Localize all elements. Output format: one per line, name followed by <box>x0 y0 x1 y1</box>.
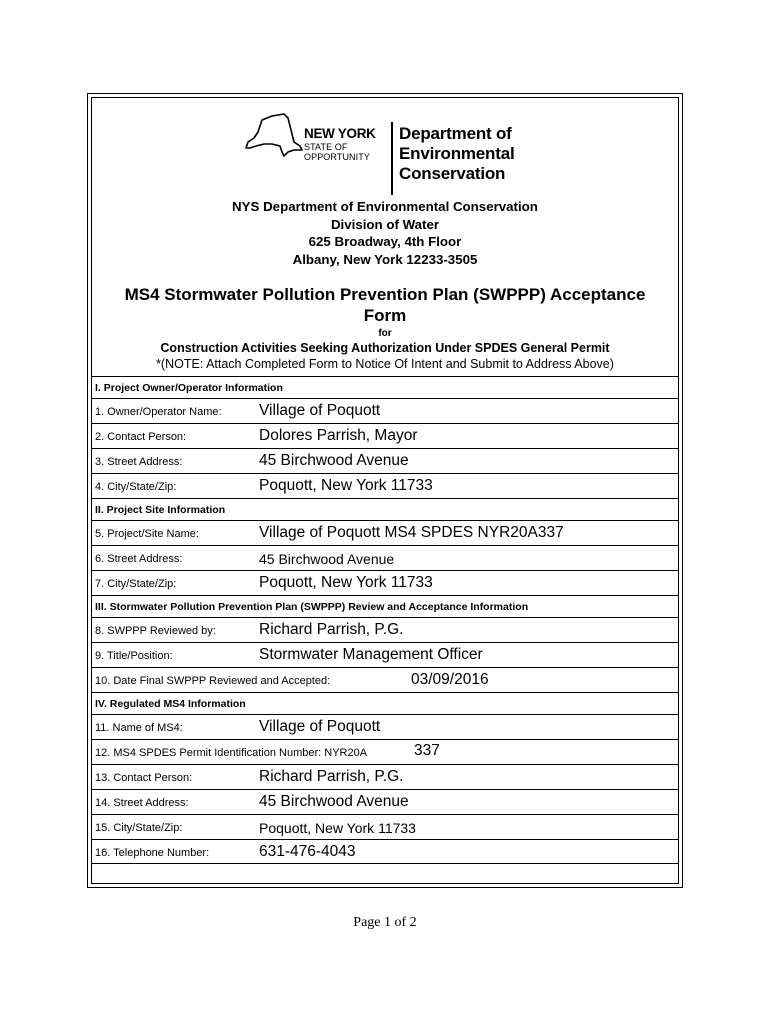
form-subtitle: Construction Activities Seeking Authorization Under SPDES General Permit <box>160 341 610 355</box>
field-label: 14. Street Address: <box>95 797 189 809</box>
field-label: 9. Title/Position: <box>95 650 173 662</box>
field-label: 2. Contact Person: <box>95 431 187 443</box>
field-label: 6. Street Address: <box>95 553 183 565</box>
section-3-title: III. Stormwater Pollution Prevention Plan (SWPPP) Review and Acceptance Information <box>95 601 529 613</box>
logo-state-name: NEW YORK <box>304 126 376 141</box>
section-header <box>92 692 678 714</box>
field-label: 12. MS4 SPDES Permit Identification Number: NYR20A <box>95 747 368 759</box>
field-row <box>92 642 678 667</box>
field-row <box>92 714 678 739</box>
field-label: 1. Owner/Operator Name: <box>95 406 222 418</box>
ms4-name-value[interactable]: Village of Poquott <box>259 718 381 735</box>
form-table <box>92 376 678 864</box>
date-accepted-value[interactable]: 03/09/2016 <box>411 671 489 688</box>
form-outer-border <box>87 93 683 888</box>
address-line-3: 625 Broadway, 4th Floor <box>308 234 462 249</box>
form-for: for <box>378 328 392 339</box>
field-label: 10. Date Final SWPPP Reviewed and Accepted: <box>95 675 331 687</box>
field-label: 8. SWPPP Reviewed by: <box>95 625 216 637</box>
form-inner-border <box>91 97 679 884</box>
field-row <box>92 617 678 642</box>
address-line-1: NYS Department of Environmental Conservation <box>232 199 538 214</box>
field-label: 16. Telephone Number: <box>95 847 210 859</box>
contact-person-value[interactable]: Dolores Parrish, Mayor <box>259 427 418 444</box>
field-row <box>92 423 678 448</box>
agency-address <box>92 198 678 268</box>
page-number: Page 1 of 2 <box>353 915 417 930</box>
field-label: 15. City/State/Zip: <box>95 822 183 834</box>
logo-state-of: STATE OF <box>304 142 348 152</box>
ms4-city-state-zip-value[interactable]: Poquott, New York 11733 <box>259 820 416 836</box>
field-row <box>92 814 678 839</box>
form-title-line-2: Form <box>363 306 407 325</box>
new-york-state-map-icon <box>244 112 304 162</box>
field-row <box>92 839 678 864</box>
field-label: 5. Project/Site Name: <box>95 528 199 540</box>
address-line-4: Albany, New York 12233-3505 <box>292 251 478 267</box>
logo-opportunity: OPPORTUNITY <box>304 152 370 162</box>
ms4-contact-person-value[interactable]: Richard Parrish, P.G. <box>259 768 404 785</box>
section-header <box>92 376 678 398</box>
form-title <box>92 284 678 326</box>
address-line-2: Division of Water <box>330 216 440 232</box>
field-label: 7. City/State/Zip: <box>95 578 177 590</box>
logo-department-name <box>399 124 514 184</box>
city-state-zip-value[interactable]: Poquott, New York 11733 <box>259 477 433 494</box>
field-label: 3. Street Address: <box>95 456 183 468</box>
field-row <box>92 520 678 545</box>
field-row <box>92 764 678 789</box>
field-row <box>92 398 678 423</box>
field-label: 4. City/State/Zip: <box>95 481 177 493</box>
logo-dept-line-1: Department of <box>399 124 512 143</box>
logo-state-tagline <box>304 142 370 162</box>
site-street-address-value[interactable]: 45 Birchwood Avenue <box>259 551 395 567</box>
field-label: 13. Contact Person: <box>95 772 193 784</box>
field-row <box>92 789 678 814</box>
field-row <box>92 545 678 570</box>
section-header <box>92 595 678 617</box>
logo-dept-line-2: Environmental <box>399 144 515 163</box>
swppp-reviewer-value[interactable]: Richard Parrish, P.G. <box>259 621 404 638</box>
section-1-title: I. Project Owner/Operator Information <box>95 382 283 394</box>
ms4-street-address-value[interactable]: 45 Birchwood Avenue <box>259 793 409 810</box>
logo-divider <box>391 122 393 195</box>
section-4-title: IV. Regulated MS4 Information <box>95 698 246 710</box>
permit-number-value[interactable]: 337 <box>414 742 440 759</box>
field-row <box>92 448 678 473</box>
field-row <box>92 739 678 764</box>
site-city-state-zip-value[interactable]: Poquott, New York 11733 <box>259 574 433 591</box>
field-row <box>92 570 678 595</box>
field-row <box>92 473 678 498</box>
nys-dec-logo <box>244 112 544 192</box>
logo-dept-line-3: Conservation <box>399 164 506 183</box>
field-row <box>92 667 678 692</box>
title-position-value[interactable]: Stormwater Management Officer <box>259 646 483 663</box>
owner-operator-name-value[interactable]: Village of Poquott <box>259 402 381 419</box>
field-label: 11. Name of MS4: <box>95 722 183 734</box>
section-header <box>92 498 678 520</box>
street-address-value[interactable]: 45 Birchwood Avenue <box>259 452 409 469</box>
form-title-line-1: MS4 Stormwater Pollution Prevention Plan (SWPPP) Acceptance <box>124 285 646 304</box>
project-site-name-value[interactable]: Village of Poquott MS4 SPDES NYR20A337 <box>259 524 564 541</box>
form-note: *(NOTE: Attach Completed Form to Notice Of Intent and Submit to Address Above) <box>156 357 614 371</box>
section-2-title: II. Project Site Information <box>95 504 226 516</box>
telephone-number-value[interactable]: 631-476-4043 <box>259 843 356 860</box>
